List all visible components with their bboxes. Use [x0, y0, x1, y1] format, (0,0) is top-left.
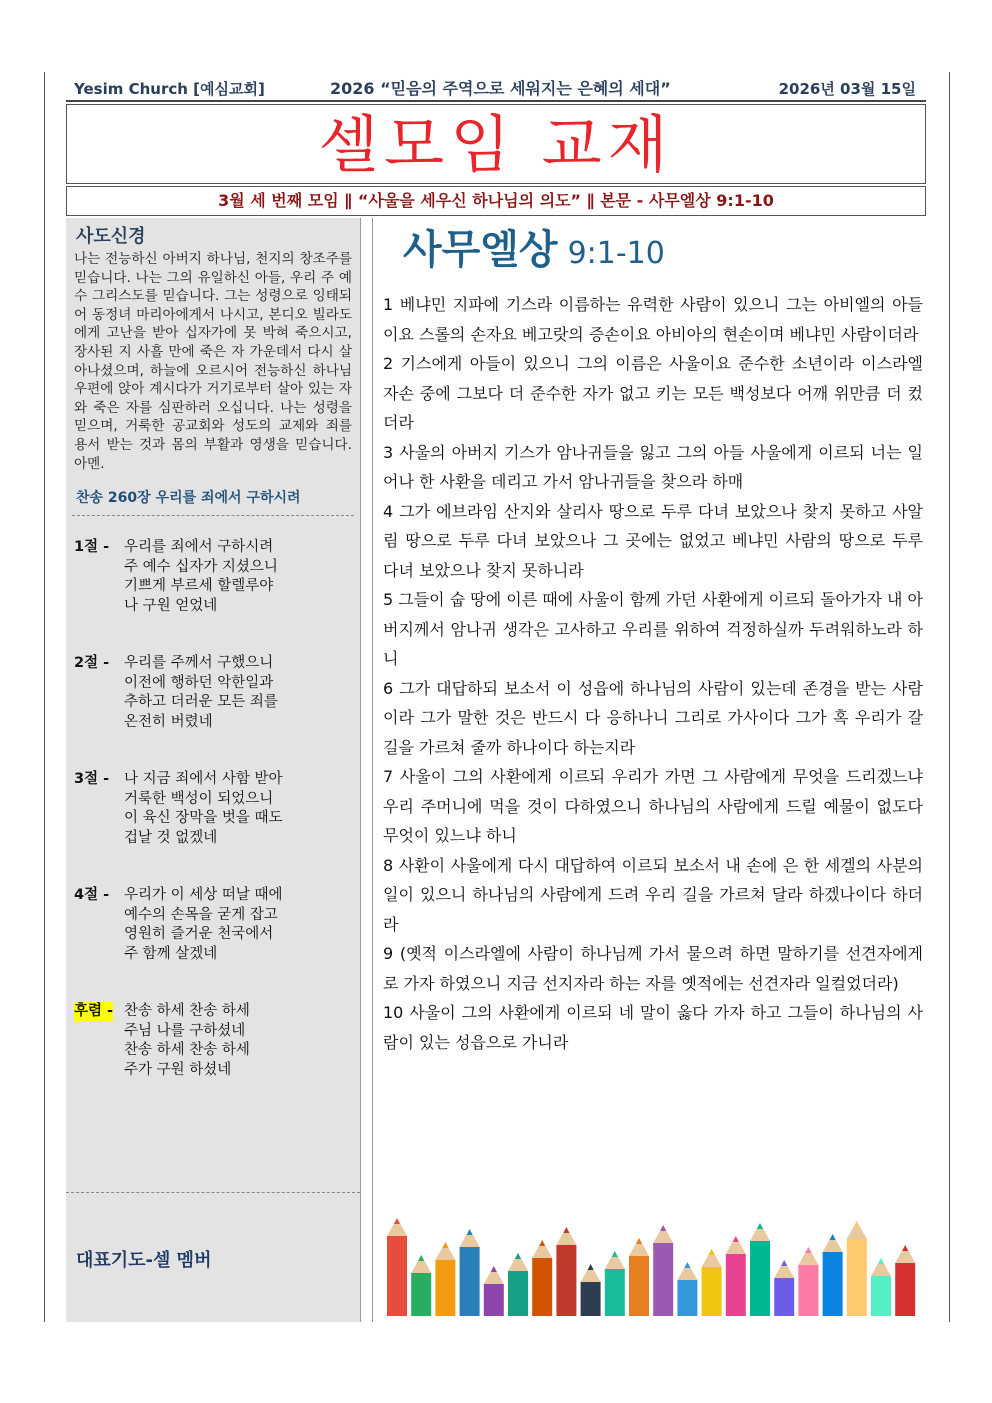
scripture-body	[383, 290, 923, 1057]
scripture-verse: 10 사울이 그의 사환에게 이르되 네 말이 옳다 가자 하고 그들이 하나님의 사람이 있는 성읍으로 가니라	[383, 1003, 923, 1052]
pencil-body	[798, 1265, 818, 1316]
hymn-verse	[66, 538, 360, 616]
divider	[66, 1192, 360, 1193]
verse-line: 기쁘게 부르세 할렐루야	[124, 578, 274, 595]
pencil-body	[556, 1245, 576, 1316]
hymn-heading: 찬송 260장 우리를 죄에서 구하시려	[76, 490, 301, 507]
pencil-lead	[684, 1262, 690, 1268]
pencil-lead	[878, 1258, 884, 1264]
verse-line: 주 함께 살겠네	[124, 945, 218, 962]
pencil-lead	[805, 1247, 811, 1253]
pencil-body	[895, 1263, 915, 1316]
scripture-verse: 8 사환이 사울에게 다시 대답하여 이르되 보소서 내 손에 은 한 세겔의 사분의 일이 있으니 하나님의 사람에게 드려 우리 길을 가르쳐 달라 하겠나이다 하더라	[383, 855, 923, 934]
pencil-body	[847, 1239, 867, 1316]
verse-line: 나 구원 얻었네	[124, 597, 218, 614]
verse-line: 겁날 것 없겠네	[124, 829, 218, 846]
scripture-verse: 9 (옛적 이스라엘에 사람이 하나님께 가서 물으려 하면 말하기를 선견자에게로 가자 하였으니 지금 선지자라 하는 자를 옛적에는 선견자라 일컬었더라)	[383, 944, 923, 993]
pencil-body	[871, 1276, 891, 1316]
pencil-lead	[539, 1240, 545, 1246]
pencil-lead	[902, 1245, 908, 1251]
verse-line: 예수의 손목을 굳게 잡고	[124, 906, 278, 923]
pencil-body	[702, 1267, 722, 1316]
pencil-body	[750, 1241, 770, 1316]
verse-label: 4절 -	[74, 887, 110, 904]
verse-label: 후렴 -	[74, 1002, 113, 1022]
pencil-body	[726, 1254, 746, 1316]
church-name: Yesim Church [예심교회]	[74, 80, 265, 98]
verse-label: 1절 -	[74, 539, 110, 556]
pencil-lead	[781, 1260, 787, 1266]
hymn-verse	[66, 654, 360, 732]
verse-line: 우리를 주께서 구했으니	[124, 655, 274, 672]
page-title: 셀모임 교재	[318, 108, 674, 181]
pencil-body	[411, 1273, 431, 1316]
pencil-body	[460, 1247, 480, 1316]
verse-line: 주 예수 십자가 지셨으니	[124, 558, 278, 575]
pencil-lead	[467, 1229, 473, 1235]
verse-line: 이 육신 장막을 벗을 때도	[124, 810, 283, 827]
yearly-theme: 2026 “믿음의 주역으로 세워지는 은혜의 세대”	[330, 79, 671, 98]
pencil-lead	[660, 1225, 666, 1231]
pencil-body	[677, 1280, 697, 1316]
pencil-lead	[830, 1234, 836, 1240]
verse-line: 주님 나를 구하셨네	[124, 1022, 246, 1039]
verse-line: 우리가 이 세상 떠날 때에	[124, 887, 283, 904]
pencil-body	[629, 1256, 649, 1316]
verse-label: 3절 -	[74, 771, 110, 788]
pencil-lead	[442, 1242, 448, 1248]
hymn-verse	[66, 1002, 360, 1080]
pencil-lead	[709, 1249, 715, 1255]
creed-heading: 사도신경	[76, 226, 146, 247]
pencil-lead	[563, 1227, 569, 1233]
pencil-lead	[612, 1251, 618, 1257]
scripture-verse: 3 사울의 아버지 기스가 암나귀들을 잃고 그의 아들 사울에게 이르되 너는 일어나 한 사환을 데리고 가서 암나귀들을 찾으라 하매	[383, 442, 923, 491]
verse-line: 거룩한 백성이 되었으니	[124, 790, 274, 807]
scripture-verse: 2 기스에게 아들이 있으니 그의 이름은 사울이요 준수한 소년이라 이스라엘 자손 중에 그보다 더 준수한 자가 없고 키는 모든 백성보다 어깨 위만큼 더 컸더라	[383, 354, 923, 432]
pencil-lead	[854, 1221, 860, 1227]
pencil-body	[484, 1284, 504, 1316]
pencil-lead	[757, 1223, 763, 1229]
pencil-lead	[491, 1266, 497, 1272]
hymn-verses	[66, 538, 360, 1080]
pencil-body	[387, 1236, 407, 1316]
pencil-body	[532, 1258, 552, 1316]
pencil-body	[774, 1278, 794, 1316]
pencil-lead	[394, 1218, 400, 1224]
verse-line: 온전히 버렸네	[124, 713, 213, 730]
verse-line: 이전에 행하던 악한일과	[124, 674, 274, 691]
left-column	[66, 218, 361, 1322]
scripture-verse: 6 그가 대답하되 보소서 이 성읍에 하나님의 사람이 있는데 존경을 받는 사람이라 그가 말한 것은 반드시 다 응하나니 그리로 가사이다 그가 혹 우리가 갈 길을 가르쳐 줄까 하나이다 하는지라	[383, 678, 923, 757]
divider	[72, 515, 354, 516]
scripture-verse: 1 베냐민 지파에 기스라 이름하는 유력한 사람이 있으니 그는 아비엘의 아들이요 스롤의 손자요 베고랏의 증손이요 아비아의 현손이며 베냐민 사람이더라	[383, 295, 923, 344]
hymn-verse	[66, 770, 360, 848]
pencil-body	[605, 1269, 625, 1316]
verse-line: 찬송 하세 찬송 하세	[124, 1003, 250, 1020]
pencils-illustration	[383, 1198, 923, 1316]
verse-line: 추하고 더러운 모든 죄를	[124, 694, 278, 711]
pencil-lead	[515, 1253, 521, 1259]
subtitle-bar: 3월 세 번째 모임 ∥ “사울을 세우신 하나님의 의도” ∥ 본문 - 사무엘상 9:1-10	[66, 186, 926, 216]
verse-line: 나 지금 죄에서 사함 받아	[124, 771, 283, 788]
right-column	[372, 218, 927, 1322]
verse-line: 우리를 죄에서 구하시려	[124, 539, 274, 556]
pencil-lead	[636, 1238, 642, 1244]
title-box	[66, 104, 926, 184]
pencil-body	[508, 1271, 528, 1316]
scripture-verse: 4 그가 에브라임 산지와 살리사 땅으로 두루 다녀 보았으나 찾지 못하고 사알림 땅으로 두루 다녀 보았으나 그 곳에는 없었고 베냐민 사람의 땅으로 두루 다녀 보았으나 찾지 못하니라	[383, 501, 923, 580]
pencil-body	[435, 1260, 455, 1316]
pencil-body	[823, 1252, 843, 1316]
verse-line: 찬송 하세 찬송 하세	[124, 1042, 250, 1059]
creed-text: 나는 전능하신 아버지 하나님, 천지의 창조주를 믿습니다. 나는 그의 유일하신 아들, 우리 주 예수 그리스도를 믿습니다. 그는 성령으로 잉태되어 동정녀 마리아에게서 나시고, 본디오 빌라도에게 고난을 받아 십자가에 못 박혀 죽으시고, 장사된 지 사흘 만에 죽은 자 가운데서 다시 살아나셨으며, 하늘에 오르시어 전능하신 하나님 우편에 앉아 계시다가 거기로부터 살아 있는 자와 죽은 자를 심판하러 오십니다. 나는 성령을 믿으며, 거룩한 공교회와 성도의 교제와 죄를 용서 받는 것과 몸의 부활과 영생을 믿습니다. 아멘.	[74, 251, 352, 472]
header-bar	[66, 76, 926, 102]
verse-line: 영원히 즐거운 천국에서	[124, 926, 274, 943]
pencil-lead	[418, 1255, 424, 1261]
scripture-book: 사무엘상	[403, 227, 558, 273]
pencil-lead	[733, 1236, 739, 1242]
issue-date: 2026년 03월 15일	[778, 80, 916, 98]
pencil-body	[653, 1243, 673, 1316]
scripture-title	[403, 218, 665, 275]
scripture-verse: 5 그들이 숩 땅에 이른 때에 사울이 함께 가던 사환에게 이르되 돌아가자 내 아버지께서 암나귀 생각은 고사하고 우리를 위하여 걱정하실까 두려워하노라 하니	[383, 590, 923, 668]
verse-line: 주가 구원 하셨네	[124, 1061, 232, 1078]
prayer-label: 대표기도-셀 멤버	[76, 1250, 212, 1271]
hymn-verse	[66, 886, 360, 964]
scripture-verse: 7 사울이 그의 사환에게 이르되 우리가 가면 그 사람에게 무엇을 드리겠느냐 우리 주머니에 먹을 것이 다하였으니 하나님의 사람에게 드릴 예물이 없도다 무엇이 있느냐 하니	[383, 767, 923, 845]
pencil-body	[581, 1282, 601, 1316]
verse-label: 2절 -	[74, 655, 110, 672]
pencil-lead	[588, 1264, 594, 1270]
scripture-reference: 9:1-10	[567, 236, 665, 271]
